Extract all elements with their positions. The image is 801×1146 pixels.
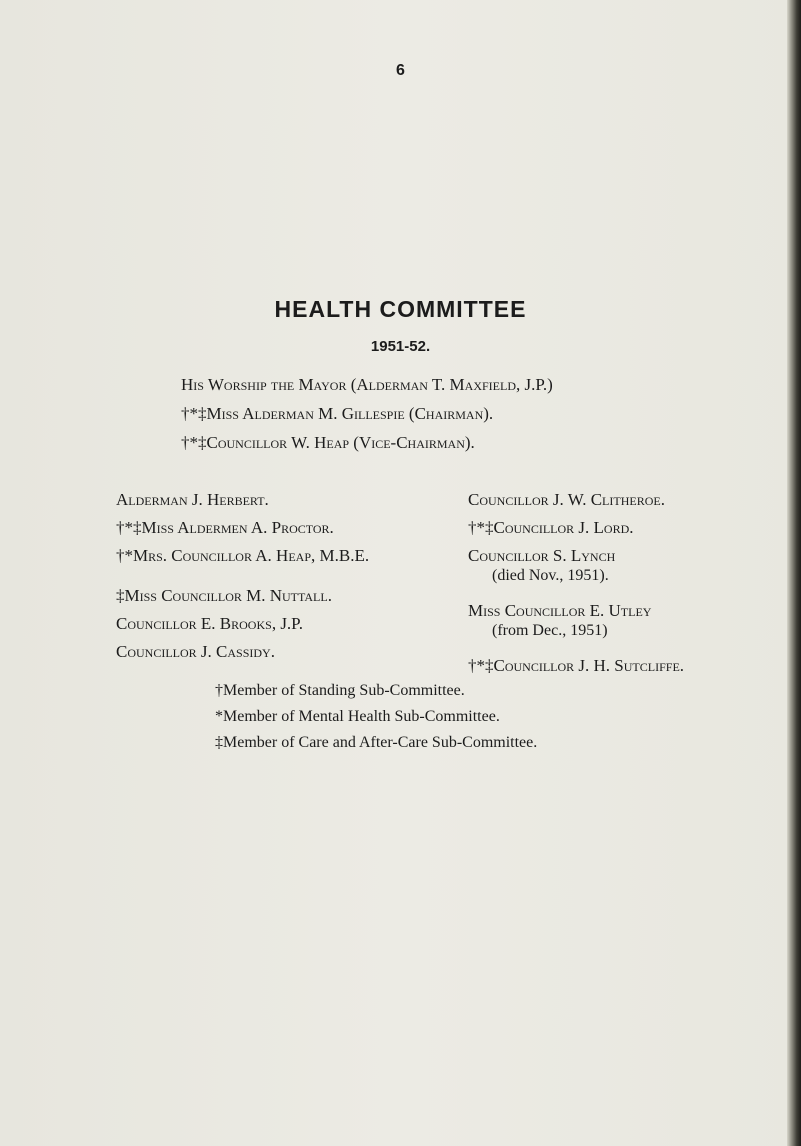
member-entry: †*‡Councillor J. Lord. xyxy=(468,518,634,537)
member-entry: †*Mrs. Councillor A. Heap, M.B.E. xyxy=(116,546,370,565)
member-entry: †*‡Miss Aldermen A. Proctor. xyxy=(116,518,334,537)
members-right-column xyxy=(468,486,684,680)
legend-item-standing: †Member of Standing Sub-Committee. xyxy=(215,682,465,699)
member-entry: Councillor S. Lynch xyxy=(468,546,616,565)
officer-chairman: †*‡Miss Alderman M. Gillespie (Chairman). xyxy=(181,404,494,423)
legend-item-care: ‡Member of Care and After-Care Sub-Committee. xyxy=(215,734,538,751)
member-entry: Councillor J. Cassidy. xyxy=(116,642,275,661)
member-entry: Councillor J. W. Clitheroe. xyxy=(468,490,665,509)
officers-list xyxy=(181,370,553,457)
symbol-legend xyxy=(215,678,537,756)
officer-vice-chairman: †*‡Councillor W. Heap (Vice-Chairman). xyxy=(181,433,475,452)
member-entry: †*‡Councillor J. H. Sutcliffe. xyxy=(468,656,685,675)
member-entry: ‡Miss Councillor M. Nuttall. xyxy=(116,586,332,605)
officer-mayor: His Worship the Mayor (Alderman T. Maxfield, J.P.) xyxy=(181,375,553,394)
member-entry: Alderman J. Herbert. xyxy=(116,490,269,509)
members-left-column xyxy=(116,486,369,666)
member-entry: Miss Councillor E. Utley xyxy=(468,601,652,620)
committee-year: 1951-52. xyxy=(370,338,431,355)
committee-title: HEALTH COMMITTEE xyxy=(274,296,527,322)
page-edge-shadow xyxy=(787,0,801,1146)
member-note: (from Dec., 1951) xyxy=(492,622,608,639)
member-note: (died Nov., 1951). xyxy=(492,567,609,584)
legend-item-mental-health: *Member of Mental Health Sub-Committee. xyxy=(215,708,500,725)
member-entry: Councillor E. Brooks, J.P. xyxy=(116,614,304,633)
page-number: 6 xyxy=(396,62,405,79)
